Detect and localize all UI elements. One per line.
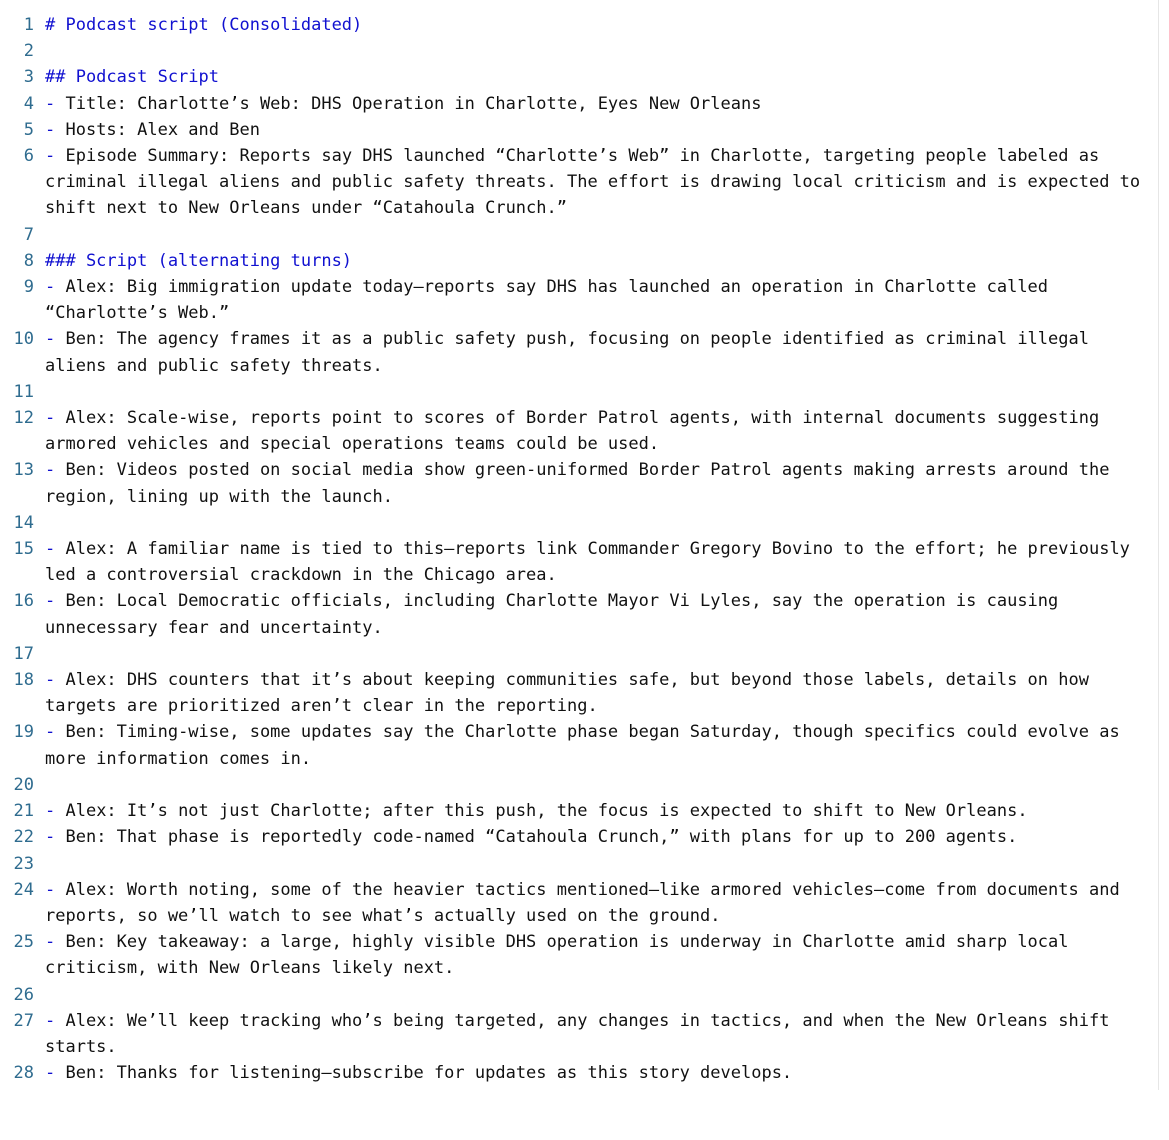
scrollbar-track[interactable] — [1158, 0, 1159, 1090]
line-number: 28 — [13, 1063, 34, 1084]
line-number: 9 — [23, 277, 34, 298]
editor-line-11 — [0, 379, 1169, 405]
list-marker: - — [45, 146, 56, 167]
line-content[interactable] — [45, 274, 1145, 326]
list-marker: - — [45, 408, 56, 429]
editor-line-4 — [0, 91, 1169, 117]
list-marker: - — [45, 1010, 56, 1031]
line-text: Ben: That phase is reportedly code-named “Catahoula Crunch,” with plans for up to 200 agents. — [55, 827, 1018, 848]
list-marker: - — [45, 119, 56, 140]
list-marker: - — [45, 591, 56, 612]
editor-line-1 — [0, 12, 1169, 38]
line-number: 26 — [13, 984, 34, 1005]
editor-line-17 — [0, 641, 1169, 667]
editor-line-16 — [0, 588, 1169, 640]
line-number: 24 — [13, 879, 34, 900]
editor-line-7 — [0, 222, 1169, 248]
list-marker: - — [45, 277, 56, 298]
line-text: Ben: Timing-wise, some updates say the Charlotte phase began Saturday, though specifics could evolve as more information comes in. — [45, 722, 1130, 769]
editor-line-8 — [0, 248, 1169, 274]
line-content[interactable] — [45, 117, 1145, 143]
line-number: 5 — [23, 119, 34, 140]
line-content[interactable] — [45, 719, 1145, 771]
line-number: 23 — [13, 853, 34, 874]
line-content[interactable] — [45, 143, 1151, 222]
editor-line-6 — [0, 143, 1169, 222]
editor-line-20 — [0, 772, 1169, 798]
line-text: Alex: A familiar name is tied to this—reports link Commander Gregory Bovino to the effort; he previously led a controversial crackdown in the Chicago area. — [45, 539, 1141, 586]
line-text: Ben: Key takeaway: a large, highly visible DHS operation is underway in Charlotte amid sharp local criticism, with New Orleans likely next. — [45, 932, 1079, 979]
editor-line-12 — [0, 405, 1169, 457]
editor-line-18 — [0, 667, 1169, 719]
line-content[interactable] — [45, 851, 1145, 877]
line-content[interactable] — [45, 1060, 1145, 1086]
line-number: 3 — [23, 67, 34, 88]
line-number: 22 — [13, 827, 34, 848]
line-number: 6 — [23, 146, 34, 167]
list-marker: - — [45, 1063, 56, 1084]
line-content[interactable]: ## Podcast Script — [45, 67, 219, 88]
line-number: 12 — [13, 408, 34, 429]
list-marker: - — [45, 801, 56, 822]
editor-line-3 — [0, 64, 1169, 90]
line-number: 18 — [13, 670, 34, 691]
editor-line-15 — [0, 536, 1169, 588]
line-content[interactable] — [45, 405, 1145, 457]
line-number: 21 — [13, 801, 34, 822]
editor-line-5 — [0, 117, 1169, 143]
editor-line-9 — [0, 274, 1169, 326]
line-text: Ben: Videos posted on social media show green-uniformed Border Patrol agents making arrests around the region, lining up with the launch. — [45, 460, 1120, 507]
line-content[interactable] — [45, 798, 1145, 824]
line-number: 25 — [13, 932, 34, 953]
line-text: Ben: The agency frames it as a public safety push, focusing on people identified as criminal illegal aliens and public safety threats. — [45, 329, 1100, 376]
line-number: 27 — [13, 1010, 34, 1031]
line-content[interactable] — [45, 588, 1145, 640]
line-number: 14 — [13, 512, 34, 533]
line-text: Episode Summary: Reports say DHS launched “Charlotte’s Web” in Charlotte, targeting people labeled as criminal illegal aliens and public safety threats. The effort is drawing local criticism and is expected to shift next to New Orleans under “Catahoula Crunch.” — [45, 146, 1151, 219]
editor-line-24 — [0, 877, 1169, 929]
line-text: Hosts: Alex and Ben — [55, 119, 260, 140]
line-number: 7 — [23, 224, 34, 245]
editor-line-26 — [0, 982, 1169, 1008]
editor-line-21 — [0, 798, 1169, 824]
line-text: Alex: Big immigration update today—reports say DHS has launched an operation in Charlotte called “Charlotte’s Web.” — [45, 277, 1059, 324]
line-content[interactable] — [45, 772, 1145, 798]
line-content[interactable] — [45, 510, 1145, 536]
line-content[interactable] — [45, 457, 1145, 509]
line-content[interactable] — [45, 222, 1145, 248]
editor-line-14 — [0, 510, 1169, 536]
line-text: Alex: Worth noting, some of the heavier tactics mentioned—like armored vehicles—come from documents and reports, so we’ll watch to see what’s actually used on the ground. — [45, 879, 1130, 926]
editor-line-2 — [0, 38, 1169, 64]
line-number: 13 — [13, 460, 34, 481]
line-content[interactable] — [45, 38, 1145, 64]
line-content[interactable] — [45, 326, 1145, 378]
line-text: Alex: Scale-wise, reports point to scores of Border Patrol agents, with internal documents suggesting armored vehicles and special operations teams could be used. — [45, 408, 1110, 455]
line-content[interactable] — [45, 91, 1145, 117]
line-text: Alex: DHS counters that it’s about keeping communities safe, but beyond those labels, details on how targets are prioritized aren’t clear in the reporting. — [45, 670, 1100, 717]
editor-line-10 — [0, 326, 1169, 378]
editor-line-22 — [0, 824, 1169, 850]
list-marker: - — [45, 722, 56, 743]
line-content[interactable]: ### Script (alternating turns) — [45, 250, 353, 271]
line-text: Ben: Local Democratic officials, including Charlotte Mayor Vi Lyles, say the operation is causing unnecessary fear and uncertainty. — [45, 591, 1069, 638]
list-marker: - — [45, 539, 56, 560]
line-number: 15 — [13, 539, 34, 560]
list-marker: - — [45, 329, 56, 350]
editor-line-19 — [0, 719, 1169, 771]
editor-line-13 — [0, 457, 1169, 509]
line-number: 4 — [23, 93, 34, 114]
list-marker: - — [45, 460, 56, 481]
line-number: 2 — [23, 41, 34, 62]
list-marker: - — [45, 827, 56, 848]
line-text: Alex: It’s not just Charlotte; after this push, the focus is expected to shift to New Orleans. — [55, 801, 1028, 822]
line-number: 1 — [23, 15, 34, 35]
line-number: 10 — [13, 329, 34, 350]
line-content[interactable] — [45, 379, 1145, 405]
line-content[interactable] — [45, 824, 1145, 850]
line-number: 8 — [23, 250, 34, 271]
list-marker: - — [45, 670, 56, 691]
line-number: 19 — [13, 722, 34, 743]
line-content[interactable] — [45, 929, 1145, 981]
line-number: 17 — [13, 643, 34, 664]
line-number: 11 — [13, 381, 34, 402]
editor-line-23 — [0, 851, 1169, 877]
line-content[interactable] — [45, 667, 1145, 719]
line-text: Alex: We’ll keep tracking who’s being targeted, any changes in tactics, and when the New Orleans shift starts. — [45, 1010, 1120, 1057]
list-marker: - — [45, 93, 56, 114]
line-content[interactable] — [45, 982, 1145, 1008]
line-text: Title: Charlotte’s Web: DHS Operation in Charlotte, Eyes New Orleans — [55, 93, 762, 114]
list-marker: - — [45, 879, 56, 900]
line-content[interactable] — [45, 641, 1145, 667]
editor-line-25 — [0, 929, 1169, 981]
line-number: 16 — [13, 591, 34, 612]
line-content[interactable] — [45, 877, 1145, 929]
line-content[interactable] — [45, 1008, 1145, 1060]
line-content[interactable] — [45, 536, 1145, 588]
editor-line-27 — [0, 1008, 1169, 1060]
editor-line-28 — [0, 1060, 1169, 1086]
line-number: 20 — [13, 774, 34, 795]
line-content[interactable]: # Podcast script (Consolidated) — [45, 15, 363, 35]
list-marker: - — [45, 932, 56, 953]
line-text: Ben: Thanks for listening—subscribe for updates as this story develops. — [55, 1063, 793, 1084]
